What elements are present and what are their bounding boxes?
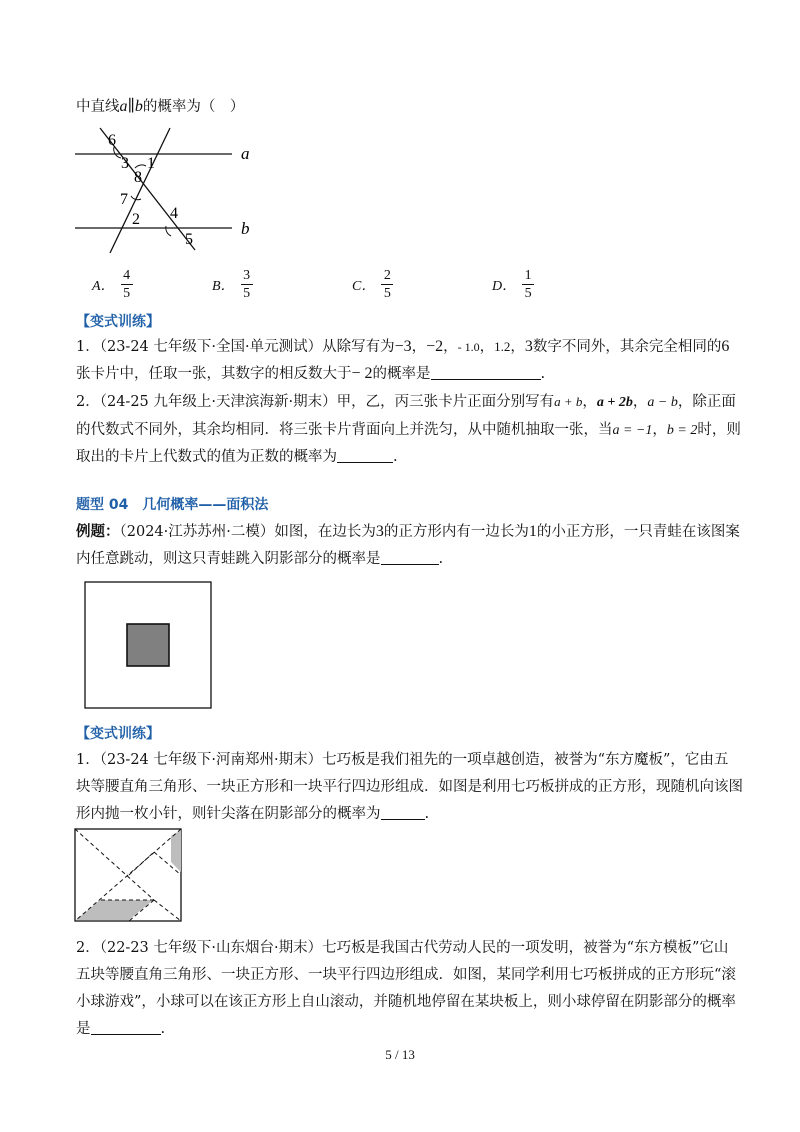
practice2-q2-line2: 五块等腰直角三角形、一块正方形、一块平行四边形组成．如图，某同学利用七巧板拼成的正方形玩“滚	[76, 967, 736, 983]
option-a[interactable]	[92, 268, 133, 301]
expr-a: a	[119, 98, 128, 115]
answer-blank[interactable]	[381, 805, 425, 820]
q2-text: 2．（24-25 九年级上·天津滨海新·期末）甲，乙，丙三张卡片正面分别写有	[76, 394, 555, 410]
q2-expr: a + 2b	[596, 395, 633, 410]
page-number: 5	[385, 1047, 392, 1062]
practice2-q1-line2: 块等腰直角三角形、一块正方形和一块平行四边形组成．如图是利用七巧板拼成的正方形，现随机向该图	[76, 779, 743, 795]
q2-sep: ，	[632, 394, 648, 410]
example-text: 的小正方形，一只青蛙在该图案	[536, 524, 740, 540]
option-fraction	[522, 268, 534, 301]
parallel-symbol: ∥	[127, 98, 135, 115]
q2-sep: ，	[652, 422, 667, 438]
q1-value: 3	[524, 338, 533, 355]
fraction-numerator: 3	[243, 268, 251, 283]
q2-text: ，除正面	[677, 394, 736, 410]
fraction-bar	[241, 284, 253, 285]
q-text: 是	[76, 1021, 91, 1037]
square-figure	[84, 581, 214, 711]
q1-sep: ，	[479, 339, 495, 355]
page-total: 13	[401, 1047, 415, 1062]
q2-condition: a = −1	[612, 423, 653, 438]
q1-value: −2	[426, 338, 444, 355]
fraction-numerator: 1	[524, 268, 532, 283]
tangram-figure	[74, 828, 184, 924]
option-label: D．	[492, 278, 517, 294]
q-text: 形内抛一枚小针，则针尖落在阴影部分的概率为	[76, 806, 381, 822]
angle-label-1: 1	[147, 155, 155, 172]
practice2-q2-line1: 2．（22-23 七年级下·山东烟台·期末）七巧板是我国古代劳动人民的一项发明，被誉为“东方模板”它山	[76, 940, 729, 956]
expr-b: b	[134, 98, 143, 115]
option-fraction	[381, 268, 393, 301]
q1-value: 6	[721, 338, 730, 355]
option-label: B．	[212, 278, 235, 294]
small-side-value: 1	[528, 523, 537, 540]
fraction-bar	[381, 284, 393, 285]
q-end: .	[424, 806, 430, 822]
example-end: .	[438, 551, 444, 567]
answer-blank[interactable]	[91, 1020, 161, 1035]
q1-value: − 2	[351, 365, 373, 382]
q1-sep: ，	[443, 339, 458, 355]
q1-text: 张卡片中，任取一张，其数字的相反数大于	[76, 366, 352, 382]
answer-blank[interactable]	[337, 448, 393, 463]
q1-value: 1.2	[494, 339, 511, 354]
answer-blank[interactable]	[381, 550, 439, 565]
angle-arc-8	[135, 165, 146, 168]
line-b-label: b	[241, 219, 250, 238]
line-a-label: a	[241, 144, 250, 163]
fraction-numerator: 2	[383, 268, 391, 283]
q1-end: .	[540, 366, 546, 382]
q1-text: 的概率是	[372, 366, 431, 382]
fraction-numerator: 4	[123, 268, 131, 283]
q1-text: 1．（23-24 七年级下·全国·单元测试）从除写有为	[76, 339, 395, 355]
practice2-q1-line1: 1．（23-24 七年级下·河南郑州·期末）七巧板是我们祖先的一项卓越创造，被誉为“东方魔板”，它由五	[76, 752, 729, 768]
intro-suffix: 的概率为（ ）	[142, 99, 245, 115]
practice-heading-2: 【变式训练】	[76, 726, 160, 742]
practice-heading-1: 【变式训练】	[76, 314, 160, 330]
practice1-q2-line2	[76, 420, 741, 441]
q2-text: 时，则	[697, 422, 741, 438]
q2-text: 的代数式不同外，其余均相同．将三张卡片背面向上并洗匀，从中随机抽取一张，当	[76, 422, 613, 438]
practice1-q2-line3	[76, 447, 736, 467]
q2-condition: b = 2	[666, 423, 698, 438]
angle-label-2: 2	[132, 211, 140, 228]
angle-label-5: 5	[185, 231, 193, 248]
option-fraction	[241, 268, 253, 301]
angle-label-6: 6	[108, 132, 116, 149]
shaded-inner-square	[127, 624, 169, 666]
practice1-q2-line1	[76, 392, 736, 413]
parallel-lines-figure	[70, 120, 270, 260]
option-label: C．	[352, 278, 376, 294]
q1-text: 数字不同外，其余完全相同的	[532, 339, 722, 355]
q1-value: - 1.0	[457, 340, 480, 354]
option-fraction	[121, 268, 133, 301]
practice1-q1-line2	[76, 364, 736, 384]
practice2-q2-line4	[76, 1019, 736, 1039]
page-separator: /	[394, 1047, 399, 1062]
type04-example-line1	[76, 522, 740, 542]
example-label: 例题：	[76, 523, 120, 540]
q2-end: .	[393, 449, 398, 465]
big-side-value: 3	[375, 523, 384, 540]
practice2-q2-line3: 小球游戏”，小球可以在该正方形上自山滚动，并随机地停留在某块板上，则小球停留在阴影部分的概率	[76, 994, 736, 1010]
fraction-denominator: 5	[383, 286, 391, 301]
type04-example-line2	[76, 549, 736, 569]
q2-sep: ，	[582, 394, 597, 410]
option-label: A．	[92, 278, 115, 294]
example-text: （2024·江苏苏州·二模）如图，在边长为	[119, 524, 376, 540]
angle-label-4: 4	[170, 205, 178, 222]
q2-expr: a + b	[554, 394, 583, 409]
example-text: 的正方形内有一边长为	[383, 524, 529, 540]
option-d[interactable]	[492, 268, 534, 301]
fraction-denominator: 5	[524, 286, 532, 301]
type04-heading: 题型 04 几何概率——面积法	[76, 497, 269, 513]
q-end: .	[160, 1021, 166, 1037]
transversal-2	[110, 128, 170, 253]
q2-text: 取出的卡片上代数式的值为正数的概率为	[76, 449, 337, 465]
example-text: 内任意跳动，则这只青蛙跳入阴影部分的概率是	[76, 551, 381, 567]
fraction-bar	[121, 284, 133, 285]
option-c[interactable]	[352, 268, 393, 301]
angle-label-3: 3	[121, 155, 129, 172]
q1-value: −3	[394, 338, 412, 355]
q1-sep: ，	[510, 339, 525, 355]
option-b[interactable]	[212, 268, 253, 301]
fraction-bar	[522, 284, 534, 285]
answer-blank[interactable]	[431, 365, 541, 380]
practice1-q1-line1	[76, 337, 736, 357]
page-footer	[0, 1047, 800, 1063]
q1-sep: ，	[411, 339, 427, 355]
practice2-q1-line3	[76, 804, 736, 824]
angle-label-8: 8	[134, 169, 142, 186]
angle-label-7: 7	[120, 191, 128, 208]
fraction-denominator: 5	[123, 286, 131, 301]
q2-expr: a − b	[647, 395, 678, 410]
intro-prefix: 中直线	[76, 99, 120, 115]
intro-line	[76, 97, 736, 117]
fraction-denominator: 5	[243, 286, 251, 301]
